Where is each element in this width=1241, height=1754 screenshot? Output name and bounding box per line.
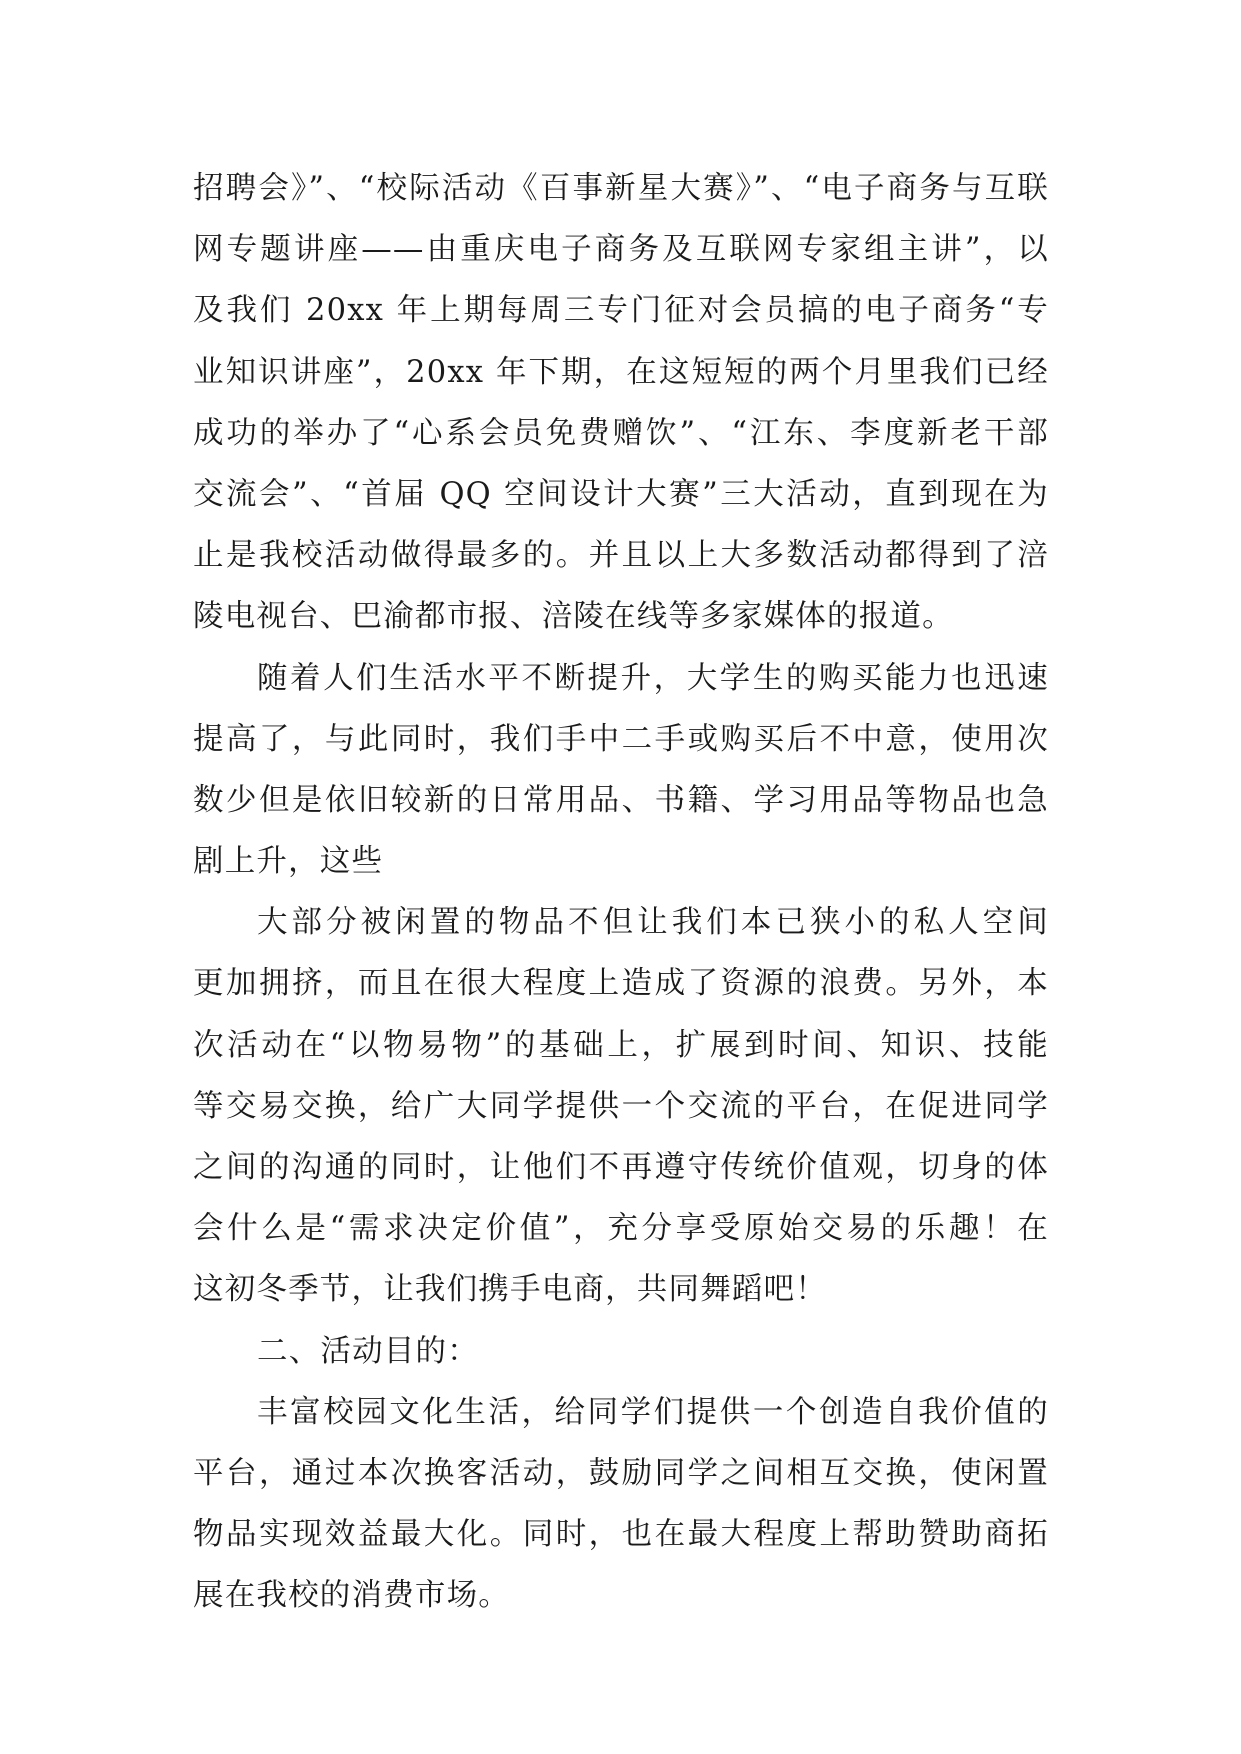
- text-line: 之间的沟通的同时，让他们不再遵守传统价值观，切身的体: [193, 1150, 1049, 1185]
- text-line: 这初冬季节，让我们携手电商，共同舞蹈吧！: [193, 1272, 827, 1308]
- text-line: 网专题讲座——由重庆电子商务及互联网专家组主讲”，以: [193, 232, 1049, 268]
- text-line: 等交易交换，给广大同学提供一个交流的平台，在促进同学: [193, 1088, 1049, 1124]
- text-line: 提高了，与此同时，我们手中二手或购买后不中意，使用次: [193, 721, 1049, 757]
- text-line: 交流会”、“首届 QQ 空间设计大赛”三大活动，直到现在为: [193, 476, 1049, 512]
- paragraph-first-line: 丰富校园文化生活，给同学们提供一个创造自我价值的: [257, 1394, 1049, 1430]
- text-line: 剧上升，这些: [193, 844, 384, 880]
- body-text: [193, 158, 1049, 1627]
- text-line: 业知识讲座”，20xx 年下期，在这短短的两个月里我们已经: [193, 354, 1049, 390]
- text-line: 物品实现效益最大化。同时，也在最大程度上帮助赞助商拓: [193, 1517, 1049, 1553]
- text-line: 止是我校活动做得最多的。并且以上大多数活动都得到了涪: [193, 538, 1049, 574]
- text-line: 会什么是“需求决定价值”，充分享受原始交易的乐趣！在: [193, 1211, 1049, 1247]
- text-line: 次活动在“以物易物”的基础上，扩展到时间、知识、技能: [193, 1027, 1049, 1063]
- text-line: 平台，通过本次换客活动，鼓励同学之间相互交换，使闲置: [193, 1455, 1049, 1491]
- paragraph-first-line: 大部分被闲置的物品不但让我们本已狭小的私人空间: [257, 905, 1049, 941]
- text-line: 展在我校的消费市场。: [193, 1578, 510, 1614]
- text-line: 数少但是依旧较新的日常用品、书籍、学习用品等物品也急: [193, 782, 1049, 818]
- text-line: 成功的举办了“心系会员免费赠饮”、“江东、李度新老干部: [193, 415, 1049, 451]
- text-line: 及我们 20xx 年上期每周三专门征对会员搞的电子商务“专: [193, 293, 1049, 329]
- text-line: 招聘会》”、“校际活动《百事新星大赛》”、“电子商务与互联: [193, 171, 1049, 206]
- text-line: 陵电视台、巴渝都市报、涪陵在线等多家媒体的报道。: [193, 599, 954, 635]
- paragraph-first-line: 随着人们生活水平不断提升，大学生的购买能力也迅速: [257, 660, 1049, 696]
- section-heading: 二、活动目的：: [257, 1333, 479, 1369]
- text-line: 更加拥挤，而且在很大程度上造成了资源的浪费。另外，本: [193, 966, 1049, 1002]
